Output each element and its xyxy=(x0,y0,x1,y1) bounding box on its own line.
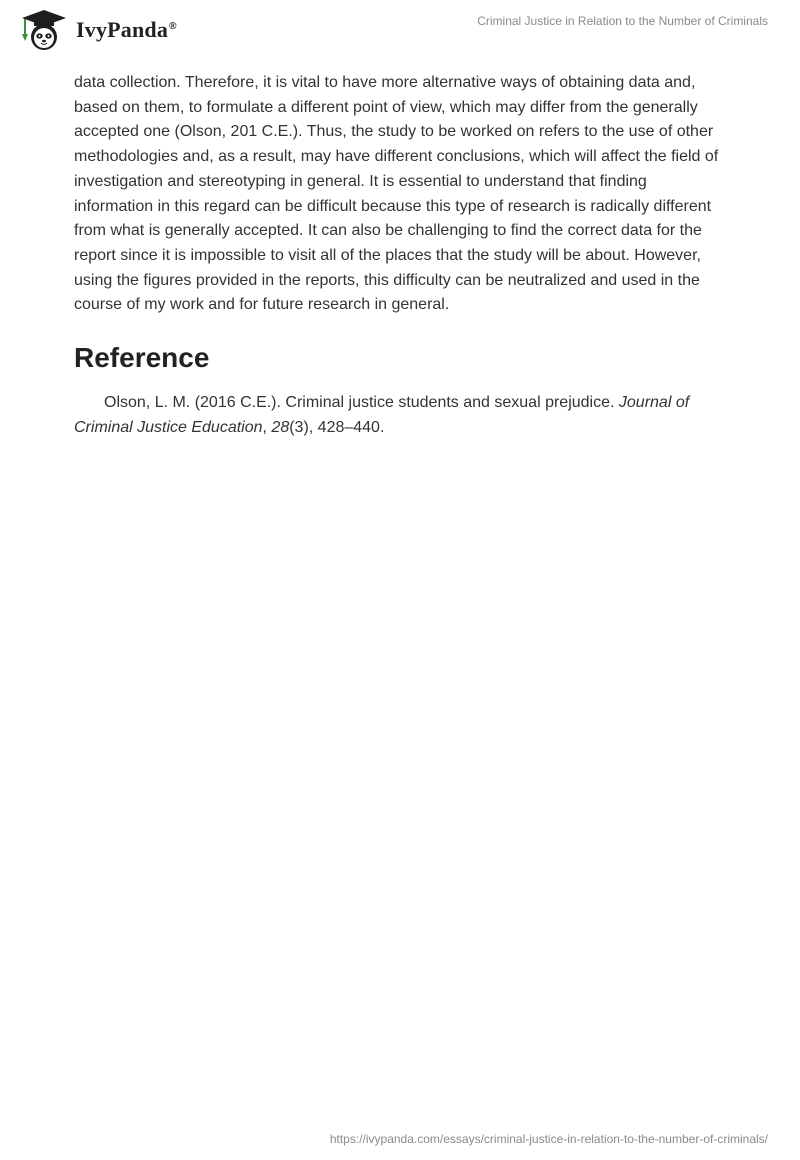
reference-journal: Journal of Criminal Justice Education xyxy=(74,394,690,436)
reference-entry xyxy=(74,391,730,440)
reference-sep: , xyxy=(262,418,272,436)
panda-graduate-icon xyxy=(14,8,74,52)
registered-mark: ® xyxy=(169,20,177,32)
essay-content xyxy=(74,71,730,440)
reference-tail: (3), 428–440. xyxy=(289,418,385,436)
running-title: Criminal Justice in Relation to the Number of Criminals xyxy=(477,14,768,28)
page-header xyxy=(0,0,800,60)
ivypanda-logo[interactable] xyxy=(14,8,177,52)
body-paragraph: data collection. Therefore, it is vital to have more alternative ways of obtaining data and, based on them, to formulate a different point of view, which may differ from the generally accepted one (Olson, 201 C.E.). Thus, the study to be worked on refers to the use of other methodologies and, as a result, may have different conclusions, which will affect the field of investigation and stereotyping in general. It is essential to understand that finding information in this regard can be difficult because this type of research is radically different from what is generally accepted. It can also be challenging to find the correct data for the report since it is impossible to visit all of the places that the study will be about. However, using the figures provided in the reports, this difficulty can be neutralized and used in the course of my work and for future research in general. xyxy=(74,74,719,314)
reference-volume: 28 xyxy=(271,418,290,436)
footer-url[interactable]: https://ivypanda.com/essays/criminal-justice-in-relation-to-the-number-of-criminals/ xyxy=(329,1132,768,1146)
reference-heading: Reference xyxy=(74,342,210,374)
logo-wordmark: IvyPanda® xyxy=(76,17,177,42)
reference-lead: Olson, L. M. (2016 C.E.). Criminal justice students and sexual prejudice. xyxy=(104,394,619,412)
